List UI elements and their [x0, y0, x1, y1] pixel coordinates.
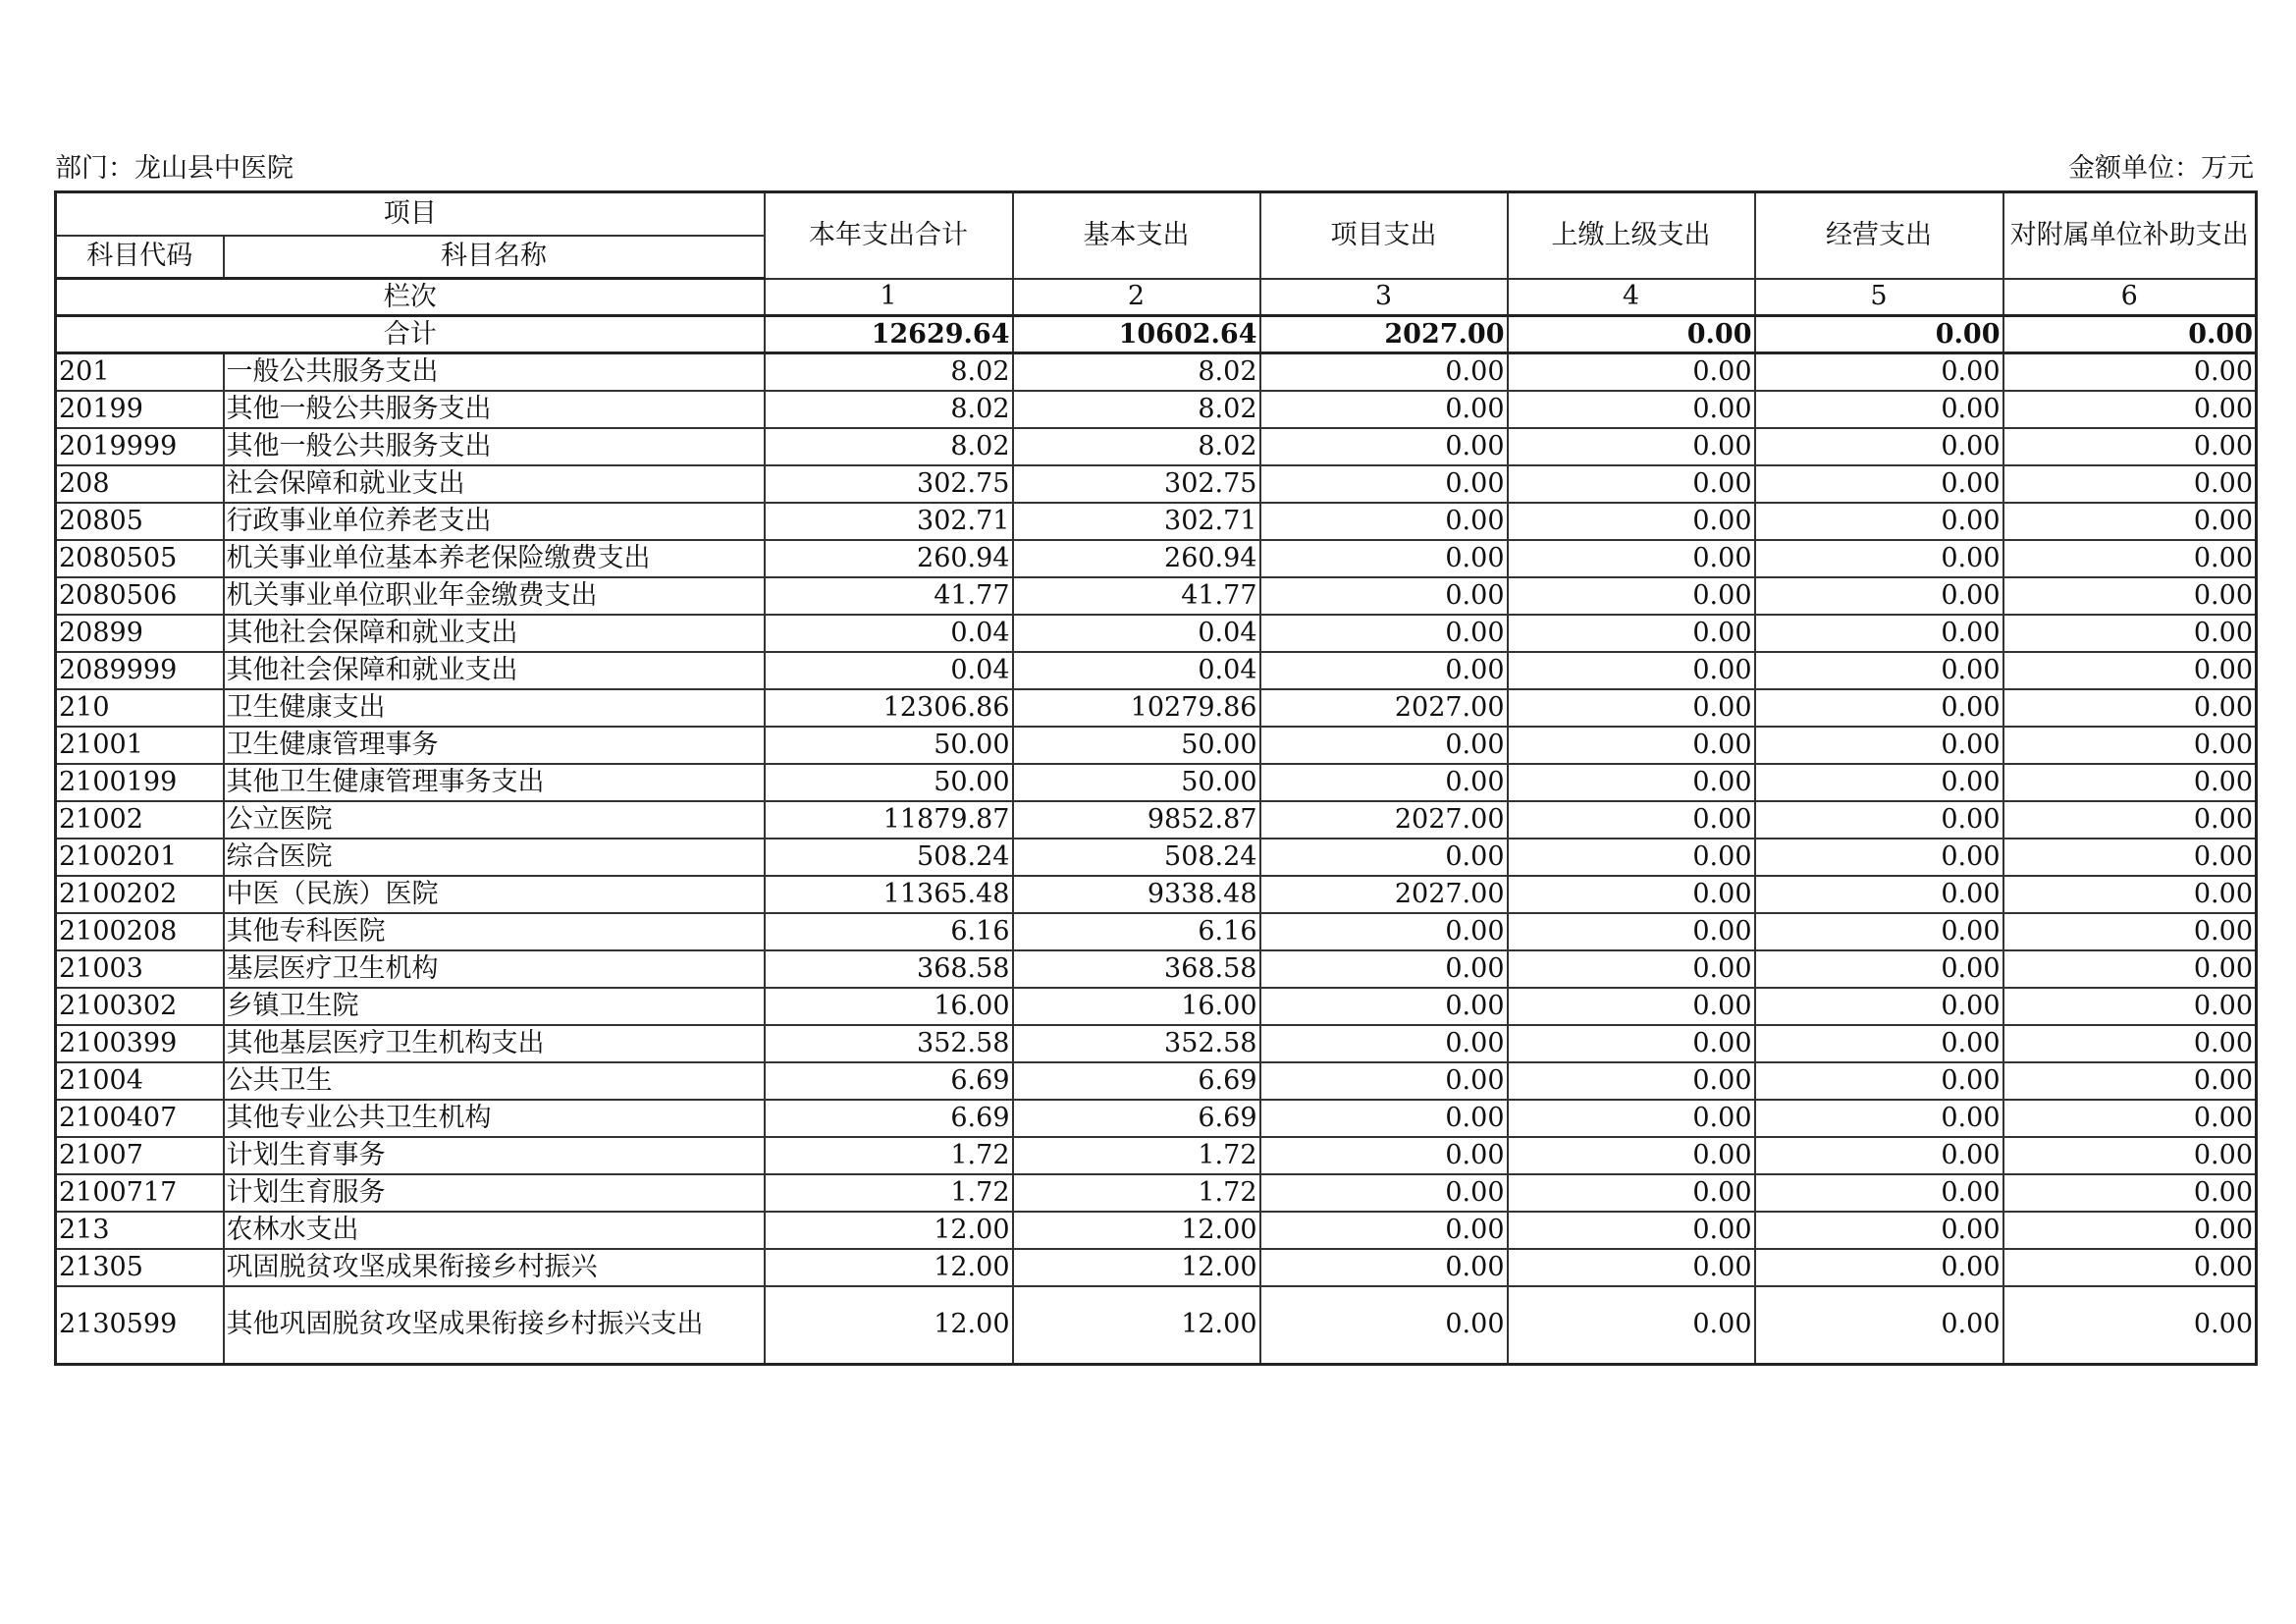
amount-cell: 0.04: [765, 615, 1013, 652]
amount-cell: 0.00: [2003, 540, 2257, 577]
subject-name: 公共卫生: [224, 1062, 765, 1100]
amount-cell: 0.00: [2003, 615, 2257, 652]
column-header-upper-level: 上缴上级支出: [1508, 192, 1755, 279]
column-header-operating: 经营支出: [1755, 192, 2003, 279]
amount-cell: 0.00: [1755, 615, 2003, 652]
subject-code: 2100199: [56, 764, 224, 801]
table-row: [56, 1025, 2257, 1062]
table-row: [56, 465, 2257, 503]
amount-cell: 10279.86: [1013, 689, 1260, 727]
amount-cell: 508.24: [765, 839, 1013, 876]
amount-cell: 0.00: [1755, 988, 2003, 1025]
total-value: 0.00: [1755, 316, 2003, 353]
amount-cell: 1.72: [1013, 1137, 1260, 1174]
amount-cell: 0.00: [1755, 1137, 2003, 1174]
table-row: [56, 764, 2257, 801]
total-row: [56, 316, 2257, 353]
subject-code: 21002: [56, 801, 224, 839]
amount-cell: 0.00: [1755, 727, 2003, 764]
table-row: [56, 577, 2257, 615]
amount-cell: 8.02: [765, 391, 1013, 428]
total-value: 12629.64: [765, 316, 1013, 353]
column-number: 5: [1755, 279, 2003, 316]
subject-code: 2100201: [56, 839, 224, 876]
amount-cell: 0.00: [1755, 839, 2003, 876]
amount-cell: 50.00: [765, 764, 1013, 801]
table-row: [56, 428, 2257, 465]
amount-cell: 0.00: [1755, 391, 2003, 428]
subject-name: 其他基层医疗卫生机构支出: [224, 1025, 765, 1062]
amount-cell: 0.00: [1755, 1025, 2003, 1062]
subject-code: 21305: [56, 1249, 224, 1286]
subject-code: 2100399: [56, 1025, 224, 1062]
amount-cell: 6.16: [765, 913, 1013, 950]
amount-cell: 0.00: [1508, 428, 1755, 465]
amount-cell: 508.24: [1013, 839, 1260, 876]
amount-cell: 0.00: [1508, 1062, 1755, 1100]
amount-cell: 0.00: [2003, 1249, 2257, 1286]
table-row: [56, 503, 2257, 540]
amount-cell: 0.00: [1755, 1212, 2003, 1249]
amount-cell: 0.00: [1508, 652, 1755, 689]
subject-name: 计划生育服务: [224, 1174, 765, 1212]
amount-cell: 0.00: [1260, 503, 1508, 540]
column-number: 1: [765, 279, 1013, 316]
amount-cell: 368.58: [1013, 950, 1260, 988]
amount-cell: 0.00: [1260, 1062, 1508, 1100]
amount-cell: 0.00: [1508, 577, 1755, 615]
amount-cell: 0.00: [1260, 1212, 1508, 1249]
amount-cell: 0.00: [1508, 465, 1755, 503]
table-row: [56, 615, 2257, 652]
subject-name: 乡镇卫生院: [224, 988, 765, 1025]
amount-cell: 0.00: [1755, 428, 2003, 465]
amount-cell: 0.00: [2003, 391, 2257, 428]
amount-cell: 0.00: [1260, 1174, 1508, 1212]
subject-name: 其他一般公共服务支出: [224, 428, 765, 465]
total-value: 10602.64: [1013, 316, 1260, 353]
amount-cell: 9338.48: [1013, 876, 1260, 913]
amount-cell: 12.00: [1013, 1286, 1260, 1365]
amount-cell: 0.00: [1260, 540, 1508, 577]
amount-cell: 0.00: [2003, 988, 2257, 1025]
amount-cell: 11365.48: [765, 876, 1013, 913]
amount-cell: 0.00: [1508, 764, 1755, 801]
amount-cell: 0.00: [2003, 1025, 2257, 1062]
amount-cell: 0.00: [2003, 1174, 2257, 1212]
amount-unit-label: 金额单位：万元: [2068, 153, 2254, 184]
amount-cell: 0.00: [1260, 839, 1508, 876]
amount-cell: 1.72: [1013, 1174, 1260, 1212]
amount-cell: 0.00: [1260, 950, 1508, 988]
amount-cell: 11879.87: [765, 801, 1013, 839]
amount-cell: 0.00: [1260, 615, 1508, 652]
subject-code: 2130599: [56, 1286, 224, 1365]
department-label: 部门：龙山县中医院: [55, 153, 294, 184]
amount-cell: 0.00: [1755, 1100, 2003, 1137]
header-row-group: [56, 192, 2257, 236]
amount-cell: 0.00: [1755, 876, 2003, 913]
amount-cell: 0.00: [1260, 1100, 1508, 1137]
table-row: [56, 1174, 2257, 1212]
amount-cell: 0.00: [1260, 913, 1508, 950]
subject-name: 其他专业公共卫生机构: [224, 1100, 765, 1137]
amount-cell: 0.00: [1260, 988, 1508, 1025]
amount-cell: 1.72: [765, 1174, 1013, 1212]
amount-cell: 0.00: [1260, 577, 1508, 615]
table-row: [56, 1062, 2257, 1100]
column-number: 6: [2003, 279, 2257, 316]
subject-name: 其他一般公共服务支出: [224, 391, 765, 428]
amount-cell: 0.00: [2003, 801, 2257, 839]
amount-cell: 0.00: [1755, 689, 2003, 727]
amount-cell: 12306.86: [765, 689, 1013, 727]
subject-code: 2100407: [56, 1100, 224, 1137]
column-header-project: 项目支出: [1260, 192, 1508, 279]
table-row: [56, 652, 2257, 689]
amount-cell: 260.94: [765, 540, 1013, 577]
amount-cell: 0.00: [2003, 727, 2257, 764]
amount-cell: 12.00: [765, 1212, 1013, 1249]
amount-cell: 0.00: [2003, 764, 2257, 801]
subject-code: 2100302: [56, 988, 224, 1025]
table-row: [56, 391, 2257, 428]
subject-code: 2080506: [56, 577, 224, 615]
amount-cell: 302.75: [1013, 465, 1260, 503]
amount-cell: 6.69: [1013, 1062, 1260, 1100]
amount-cell: 0.00: [1508, 615, 1755, 652]
subject-name: 其他卫生健康管理事务支出: [224, 764, 765, 801]
amount-cell: 352.58: [1013, 1025, 1260, 1062]
amount-cell: 0.00: [1755, 950, 2003, 988]
subject-name: 机关事业单位基本养老保险缴费支出: [224, 540, 765, 577]
amount-cell: 0.00: [1260, 727, 1508, 764]
subject-name: 其他专科医院: [224, 913, 765, 950]
table-row: [56, 1249, 2257, 1286]
amount-cell: 0.00: [1508, 988, 1755, 1025]
amount-cell: 2027.00: [1260, 876, 1508, 913]
subject-name: 公立医院: [224, 801, 765, 839]
subject-code: 201: [56, 353, 224, 391]
subject-code: 21001: [56, 727, 224, 764]
amount-cell: 0.04: [1013, 652, 1260, 689]
code-header-cell: 科目代码: [56, 236, 224, 279]
amount-cell: 0.00: [1260, 428, 1508, 465]
amount-cell: 0.00: [2003, 839, 2257, 876]
amount-cell: 0.00: [1755, 465, 2003, 503]
amount-cell: 368.58: [765, 950, 1013, 988]
amount-cell: 41.77: [765, 577, 1013, 615]
table-row: [56, 988, 2257, 1025]
table-body: [56, 192, 2257, 1365]
amount-cell: 0.00: [2003, 503, 2257, 540]
amount-cell: 0.00: [1508, 391, 1755, 428]
amount-cell: 0.00: [1755, 503, 2003, 540]
subject-code: 20899: [56, 615, 224, 652]
amount-cell: 12.00: [1013, 1249, 1260, 1286]
amount-cell: 0.00: [2003, 1212, 2257, 1249]
amount-cell: 50.00: [1013, 727, 1260, 764]
amount-cell: 0.00: [2003, 1286, 2257, 1365]
amount-cell: 8.02: [1013, 353, 1260, 391]
subject-code: 208: [56, 465, 224, 503]
column-number: 3: [1260, 279, 1508, 316]
amount-cell: 0.00: [1260, 652, 1508, 689]
amount-cell: 0.04: [765, 652, 1013, 689]
amount-cell: 0.00: [1508, 727, 1755, 764]
subject-code: 20199: [56, 391, 224, 428]
amount-cell: 0.00: [2003, 689, 2257, 727]
subject-name: 巩固脱贫攻坚成果衔接乡村振兴: [224, 1249, 765, 1286]
amount-cell: 302.71: [765, 503, 1013, 540]
table-row: [56, 1100, 2257, 1137]
amount-cell: 12.00: [765, 1249, 1013, 1286]
table-row: [56, 801, 2257, 839]
amount-cell: 0.00: [2003, 428, 2257, 465]
subject-name: 卫生健康管理事务: [224, 727, 765, 764]
amount-cell: 260.94: [1013, 540, 1260, 577]
amount-cell: 302.71: [1013, 503, 1260, 540]
subject-code: 20805: [56, 503, 224, 540]
amount-cell: 0.04: [1013, 615, 1260, 652]
table-row: [56, 913, 2257, 950]
subject-name: 计划生育事务: [224, 1137, 765, 1174]
expenditure-table: [54, 190, 2258, 1366]
column-number: 4: [1508, 279, 1755, 316]
amount-cell: 0.00: [1508, 839, 1755, 876]
subject-name: 机关事业单位职业年金缴费支出: [224, 577, 765, 615]
amount-cell: 0.00: [1260, 465, 1508, 503]
total-label: 合计: [56, 316, 765, 353]
amount-cell: 12.00: [765, 1286, 1013, 1365]
amount-cell: 9852.87: [1013, 801, 1260, 839]
amount-cell: 0.00: [1260, 1025, 1508, 1062]
amount-cell: 2027.00: [1260, 689, 1508, 727]
amount-cell: 0.00: [1755, 764, 2003, 801]
column-header-total: 本年支出合计: [765, 192, 1013, 279]
amount-cell: 8.02: [1013, 428, 1260, 465]
amount-cell: 41.77: [1013, 577, 1260, 615]
amount-cell: 6.69: [765, 1062, 1013, 1100]
subject-name: 农林水支出: [224, 1212, 765, 1249]
amount-cell: 8.02: [1013, 391, 1260, 428]
amount-cell: 0.00: [1508, 1249, 1755, 1286]
amount-cell: 0.00: [1508, 950, 1755, 988]
subject-code: 210: [56, 689, 224, 727]
amount-cell: 0.00: [1508, 1174, 1755, 1212]
column-number-label: 栏次: [56, 279, 765, 316]
amount-cell: 2027.00: [1260, 801, 1508, 839]
amount-cell: 0.00: [1755, 540, 2003, 577]
amount-cell: 302.75: [765, 465, 1013, 503]
amount-cell: 0.00: [1755, 1286, 2003, 1365]
subject-code: 2100208: [56, 913, 224, 950]
table-row: [56, 839, 2257, 876]
amount-cell: 0.00: [2003, 913, 2257, 950]
amount-cell: 0.00: [1508, 1025, 1755, 1062]
amount-cell: 0.00: [1755, 577, 2003, 615]
column-number: 2: [1013, 279, 1260, 316]
subject-name: 其他巩固脱贫攻坚成果衔接乡村振兴支出: [224, 1286, 765, 1365]
subject-code: 213: [56, 1212, 224, 1249]
table-row: [56, 950, 2257, 988]
amount-cell: 0.00: [2003, 652, 2257, 689]
amount-cell: 0.00: [2003, 465, 2257, 503]
amount-cell: 0.00: [2003, 1062, 2257, 1100]
subject-name: 其他社会保障和就业支出: [224, 615, 765, 652]
subject-code: 21003: [56, 950, 224, 988]
subject-code: 2100717: [56, 1174, 224, 1212]
group-header-cell: 项目: [56, 192, 765, 236]
column-number-row: [56, 279, 2257, 316]
amount-cell: 1.72: [765, 1137, 1013, 1174]
amount-cell: 6.69: [1013, 1100, 1260, 1137]
subject-name: 中医（民族）医院: [224, 876, 765, 913]
amount-cell: 0.00: [1755, 1062, 2003, 1100]
amount-cell: 50.00: [1013, 764, 1260, 801]
amount-cell: 352.58: [765, 1025, 1013, 1062]
subject-code: 21007: [56, 1137, 224, 1174]
subject-name: 综合医院: [224, 839, 765, 876]
subject-name: 行政事业单位养老支出: [224, 503, 765, 540]
amount-cell: 50.00: [765, 727, 1013, 764]
amount-cell: 6.69: [765, 1100, 1013, 1137]
amount-cell: 0.00: [1508, 540, 1755, 577]
table-row: [56, 1137, 2257, 1174]
amount-cell: 0.00: [1508, 1137, 1755, 1174]
table-row: [56, 876, 2257, 913]
report-header: [55, 149, 2254, 189]
amount-cell: 0.00: [1508, 503, 1755, 540]
subject-name: 卫生健康支出: [224, 689, 765, 727]
subject-code: 2089999: [56, 652, 224, 689]
amount-cell: 0.00: [2003, 577, 2257, 615]
amount-cell: 0.00: [1508, 876, 1755, 913]
amount-cell: 0.00: [1260, 391, 1508, 428]
table-row: [56, 353, 2257, 391]
subject-code: 21004: [56, 1062, 224, 1100]
amount-cell: 0.00: [1508, 353, 1755, 391]
amount-cell: 0.00: [1260, 1249, 1508, 1286]
subject-code: 2080505: [56, 540, 224, 577]
subject-name: 基层医疗卫生机构: [224, 950, 765, 988]
total-value: 2027.00: [1260, 316, 1508, 353]
amount-cell: 0.00: [2003, 950, 2257, 988]
table-row: [56, 689, 2257, 727]
amount-cell: 0.00: [1508, 913, 1755, 950]
subject-name: 其他社会保障和就业支出: [224, 652, 765, 689]
amount-cell: 0.00: [1260, 764, 1508, 801]
table-row: [56, 1212, 2257, 1249]
amount-cell: 0.00: [1755, 913, 2003, 950]
subject-code: 2019999: [56, 428, 224, 465]
amount-cell: 0.00: [1260, 353, 1508, 391]
column-header-basic: 基本支出: [1013, 192, 1260, 279]
amount-cell: 16.00: [1013, 988, 1260, 1025]
amount-cell: 0.00: [1508, 1286, 1755, 1365]
amount-cell: 0.00: [1508, 1212, 1755, 1249]
table-row: [56, 1286, 2257, 1365]
amount-cell: 12.00: [1013, 1212, 1260, 1249]
amount-cell: 0.00: [1260, 1286, 1508, 1365]
amount-cell: 0.00: [1755, 652, 2003, 689]
amount-cell: 0.00: [2003, 353, 2257, 391]
table-row: [56, 727, 2257, 764]
amount-cell: 0.00: [1755, 801, 2003, 839]
amount-cell: 6.16: [1013, 913, 1260, 950]
subject-name: 一般公共服务支出: [224, 353, 765, 391]
amount-cell: 0.00: [1755, 1174, 2003, 1212]
total-value: 0.00: [2003, 316, 2257, 353]
amount-cell: 8.02: [765, 428, 1013, 465]
name-header-cell: 科目名称: [224, 236, 765, 279]
total-value: 0.00: [1508, 316, 1755, 353]
amount-cell: 8.02: [765, 353, 1013, 391]
amount-cell: 0.00: [1755, 1249, 2003, 1286]
amount-cell: 0.00: [1508, 801, 1755, 839]
amount-cell: 0.00: [2003, 876, 2257, 913]
amount-cell: 0.00: [1508, 1100, 1755, 1137]
amount-cell: 16.00: [765, 988, 1013, 1025]
amount-cell: 0.00: [1755, 353, 2003, 391]
column-header-subsidiary: 对附属单位补助支出: [2003, 192, 2257, 279]
amount-cell: 0.00: [1260, 1137, 1508, 1174]
amount-cell: 0.00: [1508, 689, 1755, 727]
subject-name: 社会保障和就业支出: [224, 465, 765, 503]
amount-cell: 0.00: [2003, 1100, 2257, 1137]
subject-code: 2100202: [56, 876, 224, 913]
table-row: [56, 540, 2257, 577]
amount-cell: 0.00: [2003, 1137, 2257, 1174]
